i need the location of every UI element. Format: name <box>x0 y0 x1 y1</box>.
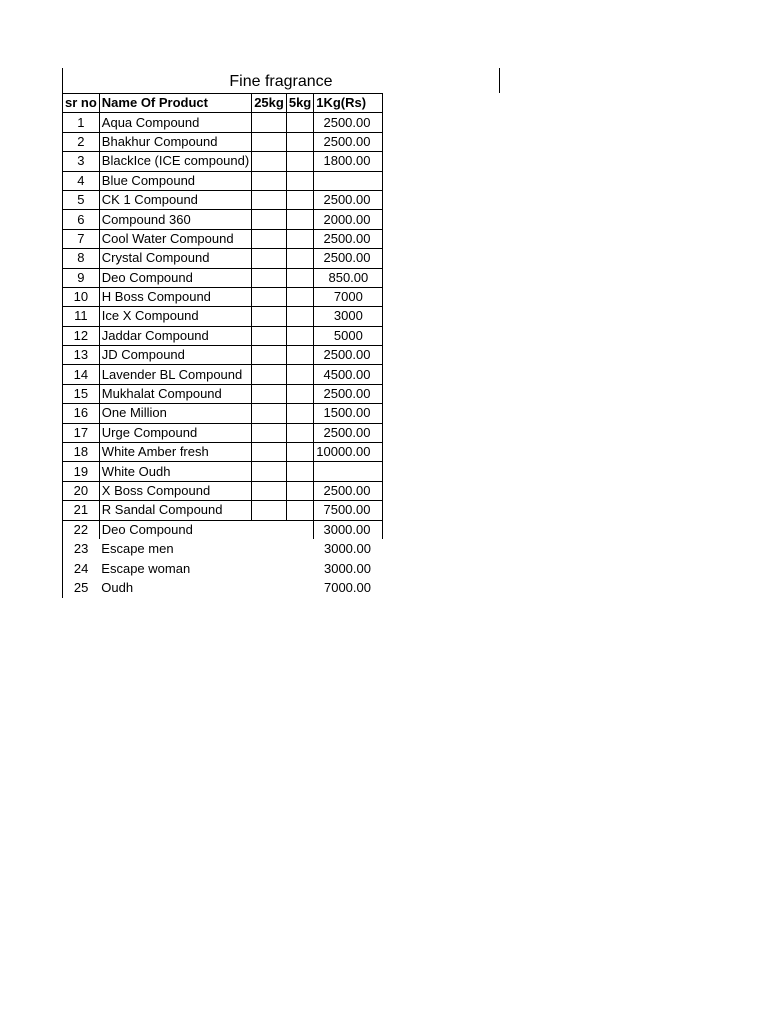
row-5kg-price <box>286 287 313 306</box>
row-25kg-price <box>252 249 287 268</box>
row-sr-no: 11 <box>63 307 100 326</box>
row-sr-no: 10 <box>63 287 100 306</box>
row-5kg-price <box>286 171 313 190</box>
row-5kg-price <box>286 481 313 500</box>
row-product-name: BlackIce (ICE compound) <box>99 152 251 171</box>
row-25kg-price <box>252 384 287 403</box>
row-product-name: Bhakhur Compound <box>99 132 251 151</box>
table-row <box>63 268 383 287</box>
table-row <box>63 384 383 403</box>
row-25kg-price <box>252 152 287 171</box>
row-sr-no: 14 <box>63 365 100 384</box>
header-row <box>63 94 383 113</box>
table-row <box>63 152 383 171</box>
table-row <box>63 249 383 268</box>
row-1kg-price: 3000.00 <box>323 541 371 557</box>
row-product-name: White Oudh <box>99 462 251 481</box>
row-sr-no: 7 <box>63 229 100 248</box>
table-row <box>63 559 383 578</box>
row-5kg-price <box>286 307 313 326</box>
row-product-name: Lavender BL Compound <box>99 365 251 384</box>
header-25kg: 25kg <box>252 94 287 113</box>
row-5kg-price <box>286 190 313 209</box>
row-product-name: Escape woman <box>101 560 191 576</box>
row-product-name: Compound 360 <box>99 210 251 229</box>
row-25kg-price <box>252 229 287 248</box>
row-product-name: Crystal Compound <box>99 249 251 268</box>
row-sr-no: 16 <box>63 404 100 423</box>
table-row <box>63 443 383 462</box>
row-sr-no: 12 <box>63 326 100 345</box>
row-5kg-price <box>286 559 313 578</box>
row-1kg-price: 7500.00 <box>314 501 383 520</box>
row-sr-no: 20 <box>63 481 100 500</box>
row-5kg-price <box>286 539 313 558</box>
row-sr-no: 6 <box>63 210 100 229</box>
row-25kg-price <box>252 132 287 151</box>
row-25kg-price <box>252 520 287 539</box>
row-product-name: Oudh <box>101 579 134 595</box>
row-sr-no: 5 <box>63 190 100 209</box>
row-25kg-price <box>252 539 287 558</box>
table-row <box>63 171 383 190</box>
row-product-name: Deo Compound <box>99 268 251 287</box>
row-1kg-price: 3000.00 <box>323 560 371 576</box>
row-25kg-price <box>252 423 287 442</box>
row-1kg-price: 2500.00 <box>314 229 383 248</box>
row-5kg-price <box>286 365 313 384</box>
header-sr-no: sr no <box>63 94 100 113</box>
row-1kg-price: 2500.00 <box>314 113 383 132</box>
row-product-name: Ice X Compound <box>99 307 251 326</box>
table-row <box>63 501 383 520</box>
row-1kg-price: 2500.00 <box>314 384 383 403</box>
table-row <box>63 132 383 151</box>
row-5kg-price <box>286 210 313 229</box>
row-1kg-price: 3000 <box>314 307 383 326</box>
row-sr-no: 8 <box>63 249 100 268</box>
row-25kg-price <box>252 326 287 345</box>
row-1kg-price: 2500.00 <box>314 423 383 442</box>
table-row <box>63 210 383 229</box>
row-5kg-price <box>286 520 313 539</box>
row-1kg-price: 2500.00 <box>314 346 383 365</box>
row-1kg-price: 10000.00 <box>314 443 383 462</box>
row-25kg-price <box>252 501 287 520</box>
row-product-name: Cool Water Compound <box>99 229 251 248</box>
table-row <box>63 404 383 423</box>
row-sr-no: 22 <box>63 520 100 539</box>
row-1kg-price: 5000 <box>314 326 383 345</box>
row-1kg-price: 850.00 <box>314 268 383 287</box>
row-sr-no: 19 <box>63 462 100 481</box>
header-1kg-price: 1Kg(Rs) <box>314 94 383 113</box>
row-1kg-price: 2500.00 <box>314 481 383 500</box>
row-5kg-price <box>286 404 313 423</box>
row-product-name: Mukhalat Compound <box>99 384 251 403</box>
row-product-name: White Amber fresh <box>99 443 251 462</box>
table-row <box>63 365 383 384</box>
row-sr-no: 9 <box>63 268 100 287</box>
table-row <box>63 326 383 345</box>
row-25kg-price <box>252 113 287 132</box>
table-row <box>63 520 383 539</box>
row-25kg-price <box>252 404 287 423</box>
table-row <box>63 481 383 500</box>
row-25kg-price <box>252 462 287 481</box>
row-25kg-price <box>252 578 287 597</box>
row-5kg-price <box>286 268 313 287</box>
row-5kg-price <box>286 346 313 365</box>
table-row <box>63 462 383 481</box>
row-sr-no: 18 <box>63 443 100 462</box>
row-5kg-price <box>286 132 313 151</box>
row-25kg-price <box>252 481 287 500</box>
row-5kg-price <box>286 229 313 248</box>
table-row <box>63 578 383 597</box>
table-row <box>63 307 383 326</box>
row-1kg-price <box>314 462 383 481</box>
row-sr-no: 4 <box>63 171 100 190</box>
row-sr-no: 2 <box>63 132 100 151</box>
row-5kg-price <box>286 249 313 268</box>
row-sr-no: 23 <box>63 539 100 558</box>
row-sr-no: 13 <box>63 346 100 365</box>
row-25kg-price <box>252 365 287 384</box>
row-product-name: CK 1 Compound <box>99 190 251 209</box>
row-sr-no: 1 <box>63 113 100 132</box>
row-1kg-price: 2500.00 <box>314 190 383 209</box>
table-row <box>63 287 383 306</box>
row-1kg-price: 7000.00 <box>323 579 371 595</box>
table-row <box>63 539 383 558</box>
table-row <box>63 190 383 209</box>
row-1kg-price: 1500.00 <box>314 404 383 423</box>
row-1kg-price: 1800.00 <box>314 152 383 171</box>
row-1kg-price <box>314 171 383 190</box>
row-product-name: JD Compound <box>99 346 251 365</box>
row-1kg-price: 3000.00 <box>314 520 383 539</box>
row-sr-no: 21 <box>63 501 100 520</box>
row-product-name: Escape men <box>101 541 174 557</box>
row-5kg-price <box>286 443 313 462</box>
row-product-name: One Million <box>99 404 251 423</box>
table-row <box>63 229 383 248</box>
row-1kg-price: 2000.00 <box>314 210 383 229</box>
row-sr-no: 24 <box>63 559 100 578</box>
row-5kg-price <box>286 462 313 481</box>
row-5kg-price <box>286 384 313 403</box>
table-row <box>63 346 383 365</box>
row-product-name: H Boss Compound <box>99 287 251 306</box>
row-sr-no: 25 <box>63 578 100 597</box>
row-product-name: Aqua Compound <box>99 113 251 132</box>
row-product-name: Deo Compound <box>99 520 251 539</box>
price-table <box>62 93 383 598</box>
row-5kg-price <box>286 326 313 345</box>
row-1kg-price: 2500.00 <box>314 249 383 268</box>
row-25kg-price <box>252 287 287 306</box>
row-5kg-price <box>286 423 313 442</box>
row-5kg-price <box>286 501 313 520</box>
header-product-name: Name Of Product <box>99 94 251 113</box>
row-25kg-price <box>252 210 287 229</box>
row-25kg-price <box>252 268 287 287</box>
row-sr-no: 3 <box>63 152 100 171</box>
row-25kg-price <box>252 443 287 462</box>
row-25kg-price <box>252 171 287 190</box>
row-25kg-price <box>252 559 287 578</box>
header-5kg: 5kg <box>286 94 313 113</box>
row-product-name: Blue Compound <box>99 171 251 190</box>
row-25kg-price <box>252 190 287 209</box>
row-25kg-price <box>252 346 287 365</box>
row-25kg-price <box>252 307 287 326</box>
table-row <box>63 113 383 132</box>
row-sr-no: 17 <box>63 423 100 442</box>
row-1kg-price: 2500.00 <box>314 132 383 151</box>
sheet-title: Fine fragrance <box>62 68 500 93</box>
row-product-name: Jaddar Compound <box>99 326 251 345</box>
table-row <box>63 423 383 442</box>
row-product-name: Urge Compound <box>99 423 251 442</box>
row-1kg-price: 4500.00 <box>314 365 383 384</box>
row-product-name: X Boss Compound <box>99 481 251 500</box>
row-sr-no: 15 <box>63 384 100 403</box>
row-product-name: R Sandal Compound <box>99 501 251 520</box>
row-5kg-price <box>286 113 313 132</box>
row-5kg-price <box>286 152 313 171</box>
row-1kg-price: 7000 <box>314 287 383 306</box>
row-5kg-price <box>286 578 313 597</box>
